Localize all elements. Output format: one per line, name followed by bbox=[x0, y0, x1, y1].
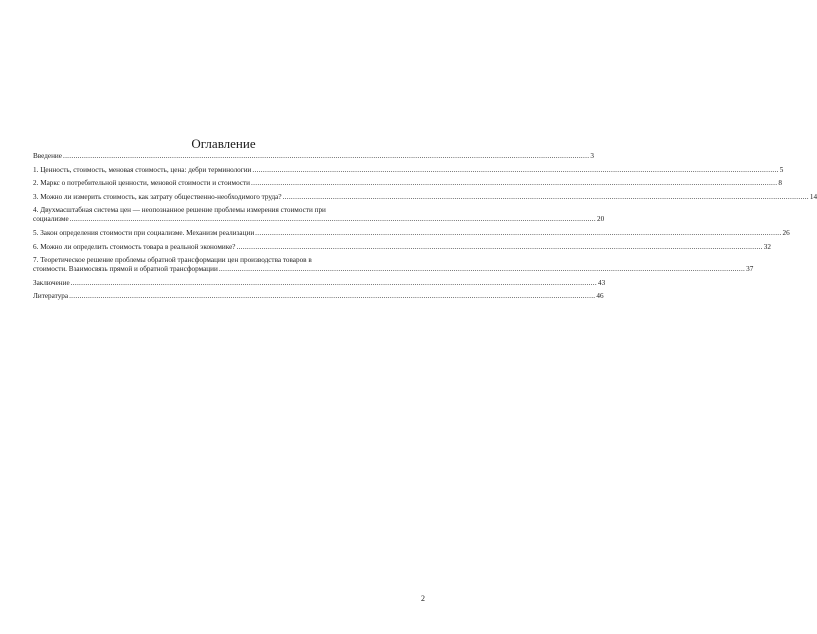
toc-entry-text: 1. Ценность, стоимость, меновая стоимость, цена: дебри терминологии bbox=[33, 165, 252, 174]
toc-entry-page: 8 bbox=[778, 179, 782, 188]
page-number: 2 bbox=[421, 594, 425, 603]
toc-dot-leader bbox=[219, 265, 745, 274]
toc-entry-1[interactable] bbox=[33, 165, 784, 175]
toc-entry-5[interactable] bbox=[33, 228, 790, 238]
toc-entry-page: 26 bbox=[782, 228, 790, 237]
toc-entry-page: 46 bbox=[596, 292, 604, 301]
toc-entry-page: 20 bbox=[596, 215, 605, 224]
toc-entry-text: Введение bbox=[33, 152, 62, 160]
toc-entry-text: 2. Маркс о потребительной ценности, меновой стоимости и стоимости bbox=[33, 179, 251, 188]
toc-dot-leader bbox=[69, 292, 595, 301]
toc-entry-7[interactable] bbox=[33, 256, 754, 274]
toc-entry-text-line2: стоимости. Взаимосвязь прямой и обратной трансформации bbox=[33, 265, 218, 274]
toc-entry-literature[interactable] bbox=[33, 292, 604, 301]
toc-dot-leader bbox=[71, 279, 597, 288]
toc-entry-6[interactable] bbox=[33, 242, 771, 252]
toc-entry-page: 3 bbox=[590, 152, 594, 160]
toc-entry-page: 32 bbox=[763, 242, 771, 251]
toc-dot-leader bbox=[63, 152, 589, 161]
toc-dot-leader bbox=[252, 166, 778, 175]
toc-entry-page: 14 bbox=[809, 192, 817, 201]
toc-entry-page: 37 bbox=[746, 265, 754, 274]
toc-entry-4[interactable] bbox=[33, 206, 605, 224]
toc-entry-text: 5. Закон определения стоимости при социализме. Механизм реализации bbox=[33, 228, 255, 237]
toc-entry-text: Литература bbox=[33, 292, 69, 301]
toc-entry-text-line1: 7. Теоретическое решение проблемы обратной трансформации цен производства товаров в bbox=[33, 256, 312, 265]
toc-entry-2[interactable] bbox=[33, 179, 782, 188]
toc-entry-page: 43 bbox=[597, 278, 606, 287]
toc-title: Оглавление bbox=[191, 136, 256, 151]
toc-dot-leader bbox=[255, 229, 781, 238]
toc-entry-text: 6. Можно ли определить стоимость товара в реальной экономике? bbox=[33, 242, 236, 251]
toc-entry-text: 3. Можно ли измерить стоимость, как затрату общественно-необходимого труда? bbox=[33, 192, 282, 201]
toc-dot-leader bbox=[251, 179, 777, 188]
toc-entry-3[interactable] bbox=[33, 192, 817, 202]
toc-dot-leader bbox=[70, 215, 596, 224]
toc-dot-leader bbox=[283, 193, 809, 202]
toc-entry-introduction[interactable] bbox=[33, 152, 594, 161]
toc-entry-text-line2: социализме bbox=[33, 215, 69, 224]
toc-entry-text: Заключение bbox=[33, 278, 70, 287]
table-of-contents bbox=[33, 152, 817, 306]
toc-entry-text-line1: 4. Двухмасштабная система цен — неопознанное решение проблемы измерения стоимости при bbox=[33, 206, 326, 215]
toc-dot-leader bbox=[236, 243, 762, 252]
toc-entry-page: 5 bbox=[779, 165, 784, 174]
toc-entry-conclusion[interactable] bbox=[33, 278, 606, 288]
